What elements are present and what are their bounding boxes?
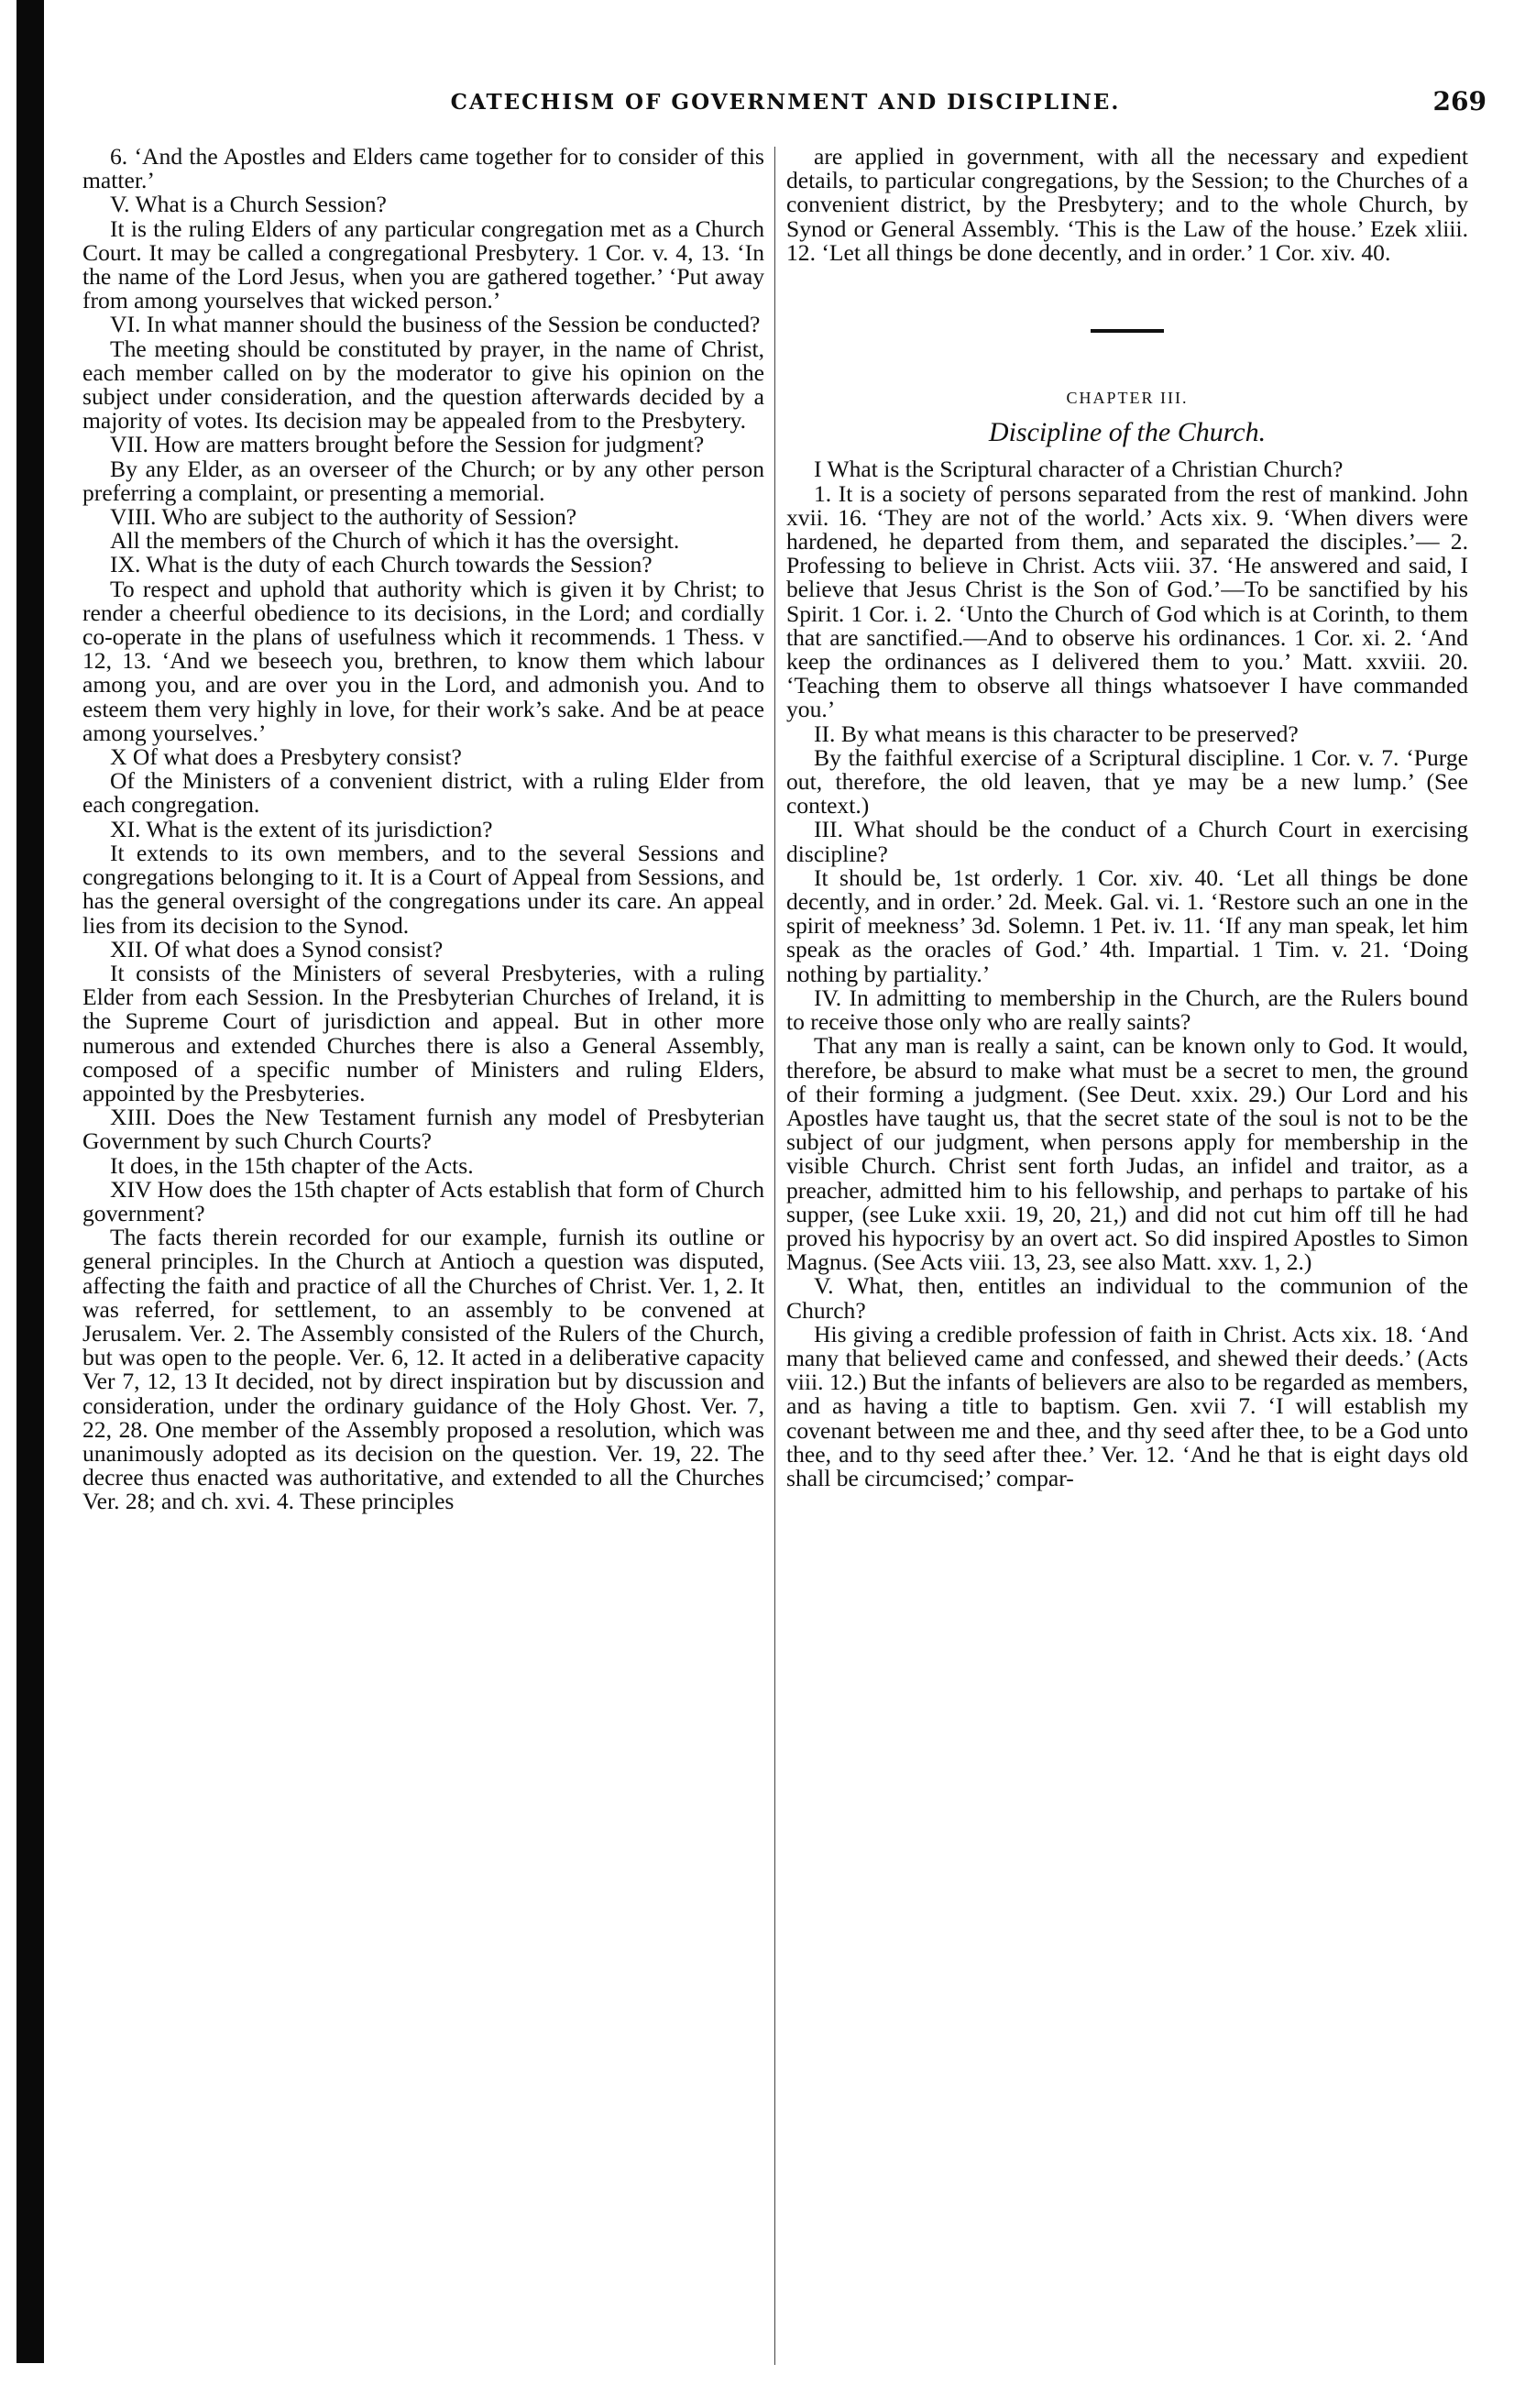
answer: That any man is really a saint, can be known only to God. It would, therefore, be absurd to make what must be a secret to men, the ground of their forming a judgment. (See Deut. xxix. 29.) Our Lord and his Apostles have taught us, that the secret state of the soul is not to be the subject of our judgment, when persons apply for membership in the visible Church. Christ sent forth Judas, an infidel and traitor, as a preacher, admitted him to his fellowship, and perhaps to partake of his supper, (see Luke xxii. 19, 20, 21,) and did not cut him off till he had proved his hypocrisy by an overt act. So did inspired Apostles to Simon Magnus. (See Acts viii. 13, 23, see also Matt. xxv. 1, 2.) [786, 1032, 1468, 1276]
answer: The meeting should be constituted by prayer, in the name of Christ, each member called on by the moderator to give his opinion on the subject under consideration, and the question afterwards decided by a majority of votes. Its decision may be appealed from to the Presbytery. [82, 335, 764, 434]
question: VIII. Who are subject to the authority of Session? [110, 503, 577, 531]
question: III. What should be the conduct of a Church Court in exercising discipline? [786, 816, 1468, 867]
spine-gap [16, 2363, 44, 2408]
question: IX. What is the duty of each Church towards the Session? [110, 551, 653, 578]
answer: It consists of the Ministers of several Presbyteries, with a ruling Elder from each Session. In the Presbyterian Churches of Ireland, it is the Supreme Court of jurisdiction and appeal. But in other more numerous and extended Churches there is also a General Assembly, composed of a specific number of Ministers and ruling Elders, appointed by the Presbyteries. [82, 959, 764, 1106]
answer: It should be, 1st orderly. 1 Cor. xiv. 40. ‘Let all things be done decently, and in order.’ 2d. Meek. Gal. vi. 1. ‘Restore such an one in the spirit of meekness’ 3d. Solemn. 1 Pet. iv. 11. ‘If any man speak, let him speak as the oracles of God.’ 4th. Impartial. 1 Tim. v. 21. ‘Doing nothing by partiality.’ [786, 863, 1468, 987]
section-divider-rule [1091, 329, 1164, 333]
chapter-label: CHAPTER III. [1066, 389, 1189, 408]
question: X Of what does a Presbytery consist? [110, 743, 462, 771]
question: IV. In admitting to membership in the Church, are the Rulers bound to receive those only who are really saints? [786, 984, 1468, 1036]
answer: By the faithful exercise of a Scriptural discipline. 1 Cor. v. 7. ‘Purge out, therefore, the old leaven, that ye may be a new lump.’ (See context.) [786, 743, 1468, 819]
answer: Of the Ministers of a convenient district, with a ruling Elder from each congregation. [82, 767, 764, 819]
question: XII. Of what does a Synod consist? [110, 935, 444, 962]
page-header [84, 86, 1487, 126]
chapter-title: Discipline of the Church. [988, 417, 1267, 448]
paragraph: are applied in government, with all the necessary and expedient details, to particular congregations, by the Session; to the Churches of a convenient district, by the Presbytery; and to the whole Church, by Synod or General Assembly. ‘This is the Law of the house.’ Ezek xliii. 12. ‘Let all things be done decently, and in order.’ 1 Cor. xiv. 40. [786, 143, 1468, 266]
page-spine-shadow [16, 0, 44, 2408]
left-column [82, 145, 764, 1514]
answer: It is the ruling Elders of any particular congregation met as a Church Court. It may be called a congregational Presbytery. 1 Cor. v. 4, 13. ‘In the name of the Lord Jesus, when you are gathered together.’ ‘Put away from among yourselves that wicked person.’ [82, 214, 764, 314]
question: XIII. Does the New Testament furnish any model of Presbyterian Government by such Church Courts? [82, 1104, 764, 1155]
answer: His giving a credible profession of faith in Christ. Acts xix. 18. ‘And many that believed came and confessed, and shewed their deeds.’ (Acts viii. 12.) But the infants of believers are also to be regarded as members, and as having a title to baptism. Gen. xvii 7. ‘I will establish my covenant between me and thee, and thy seed after thee, to be a God unto thee, and to thy seed after thee.’ Ver. 12. ‘And he that is eight days old shall be circumcised;’ compar- [786, 1320, 1468, 1491]
running-head: CATECHISM OF GOVERNMENT AND DISCIPLINE. [450, 90, 1121, 115]
answer: By any Elder, as an overseer of the Church; or by any other person preferring a complaint, or presenting a memorial. [82, 455, 764, 506]
paragraph: 6. ‘And the Apostles and Elders came together for to consider of this matter.’ [82, 143, 764, 194]
answer: It extends to its own members, and to the several Sessions and congregations belonging to it. It is a Court of Appeal from Sessions, and has the general oversight of the congregations under its care. An appeal lies from its decision to the Synod. [82, 839, 764, 939]
answer: All the members of the Church of which it has the oversight. [110, 527, 680, 555]
question: V. What, then, entitles an individual to the communion of the Church? [786, 1272, 1468, 1324]
question: V. What is a Church Session? [110, 191, 387, 218]
question: I What is the Scriptural character of a Christian Church? [814, 456, 1344, 483]
question: II. By what means is this character to be preserved? [814, 720, 1299, 747]
answer: The facts therein recorded for our example, furnish its outline or general principles. In the Church at Antioch a question was disputed, affecting the faith and practice of all the Churches of Christ. Ver. 1, 2. It was referred, for settlement, to an assembly to be convened at Jerusalem. Ver. 2. The Assembly consisted of the Rulers of the Church, but was open to the people. Ver. 6, 12. It acted in a deliberative capacity Ver 7, 12, 13 It decided, not by direct inspiration but by discussion and consideration, under the ordinary guidance of the Holy Ghost. Ver. 7, 22, 28. One member of the Assembly proposed a resolution, which was unanimously adopted as its decision on the question. Ver. 19, 22. The decree thus enacted was authoritative, and extended to all the Churches Ver. 28; and ch. xvi. 4. These principles [82, 1224, 764, 1515]
answer: 1. It is a society of persons separated from the rest of mankind. John xvii. 16. ‘They are not of the world.’ Acts xix. 9. ‘When divers were hardened, he departed from them, and separated the disciples.’— 2. Professing to believe in Christ. Acts viii. 37. ‘He answered and said, I believe that Jesus Christ is the Son of God.’—To be sanctified by his Spirit. 1 Cor. i. 2. ‘Unto the Church of God which is at Corinth, to them that are sanctified.—And to observe his ordinances. 1 Cor. xi. 2. ‘And keep the ordinances as I delivered them to you.’ Matt. xxviii. 20. ‘Teaching them to observe all things whatsoever I have commanded you.’ [786, 479, 1468, 723]
question: VII. How are matters brought before the Session for judgment? [110, 431, 705, 458]
question: XIV How does the 15th chapter of Acts establish that form of Church government? [82, 1175, 764, 1226]
answer: It does, in the 15th chapter of the Acts. [110, 1151, 474, 1179]
page-number: 269 [1432, 86, 1487, 116]
column-divider [774, 147, 775, 2365]
right-column [786, 145, 1468, 1490]
question: XI. What is the extent of its jurisdiction? [110, 815, 493, 842]
question: VI. In what manner should the business of the Session be conducted? [110, 311, 761, 338]
answer: To respect and uphold that authority which is given it by Christ; to render a cheerful obedience to its decisions, in the Lord; and cordially co-operate in the plans of usefulness which it recommends. 1 Thess. v 12, 13. ‘And we beseech you, brethren, to know them which labour among you, and are over you in the Lord, and admonish you. And to esteem them very highly in love, for their work’s sake. And be at peace among yourselves.’ [82, 575, 764, 746]
